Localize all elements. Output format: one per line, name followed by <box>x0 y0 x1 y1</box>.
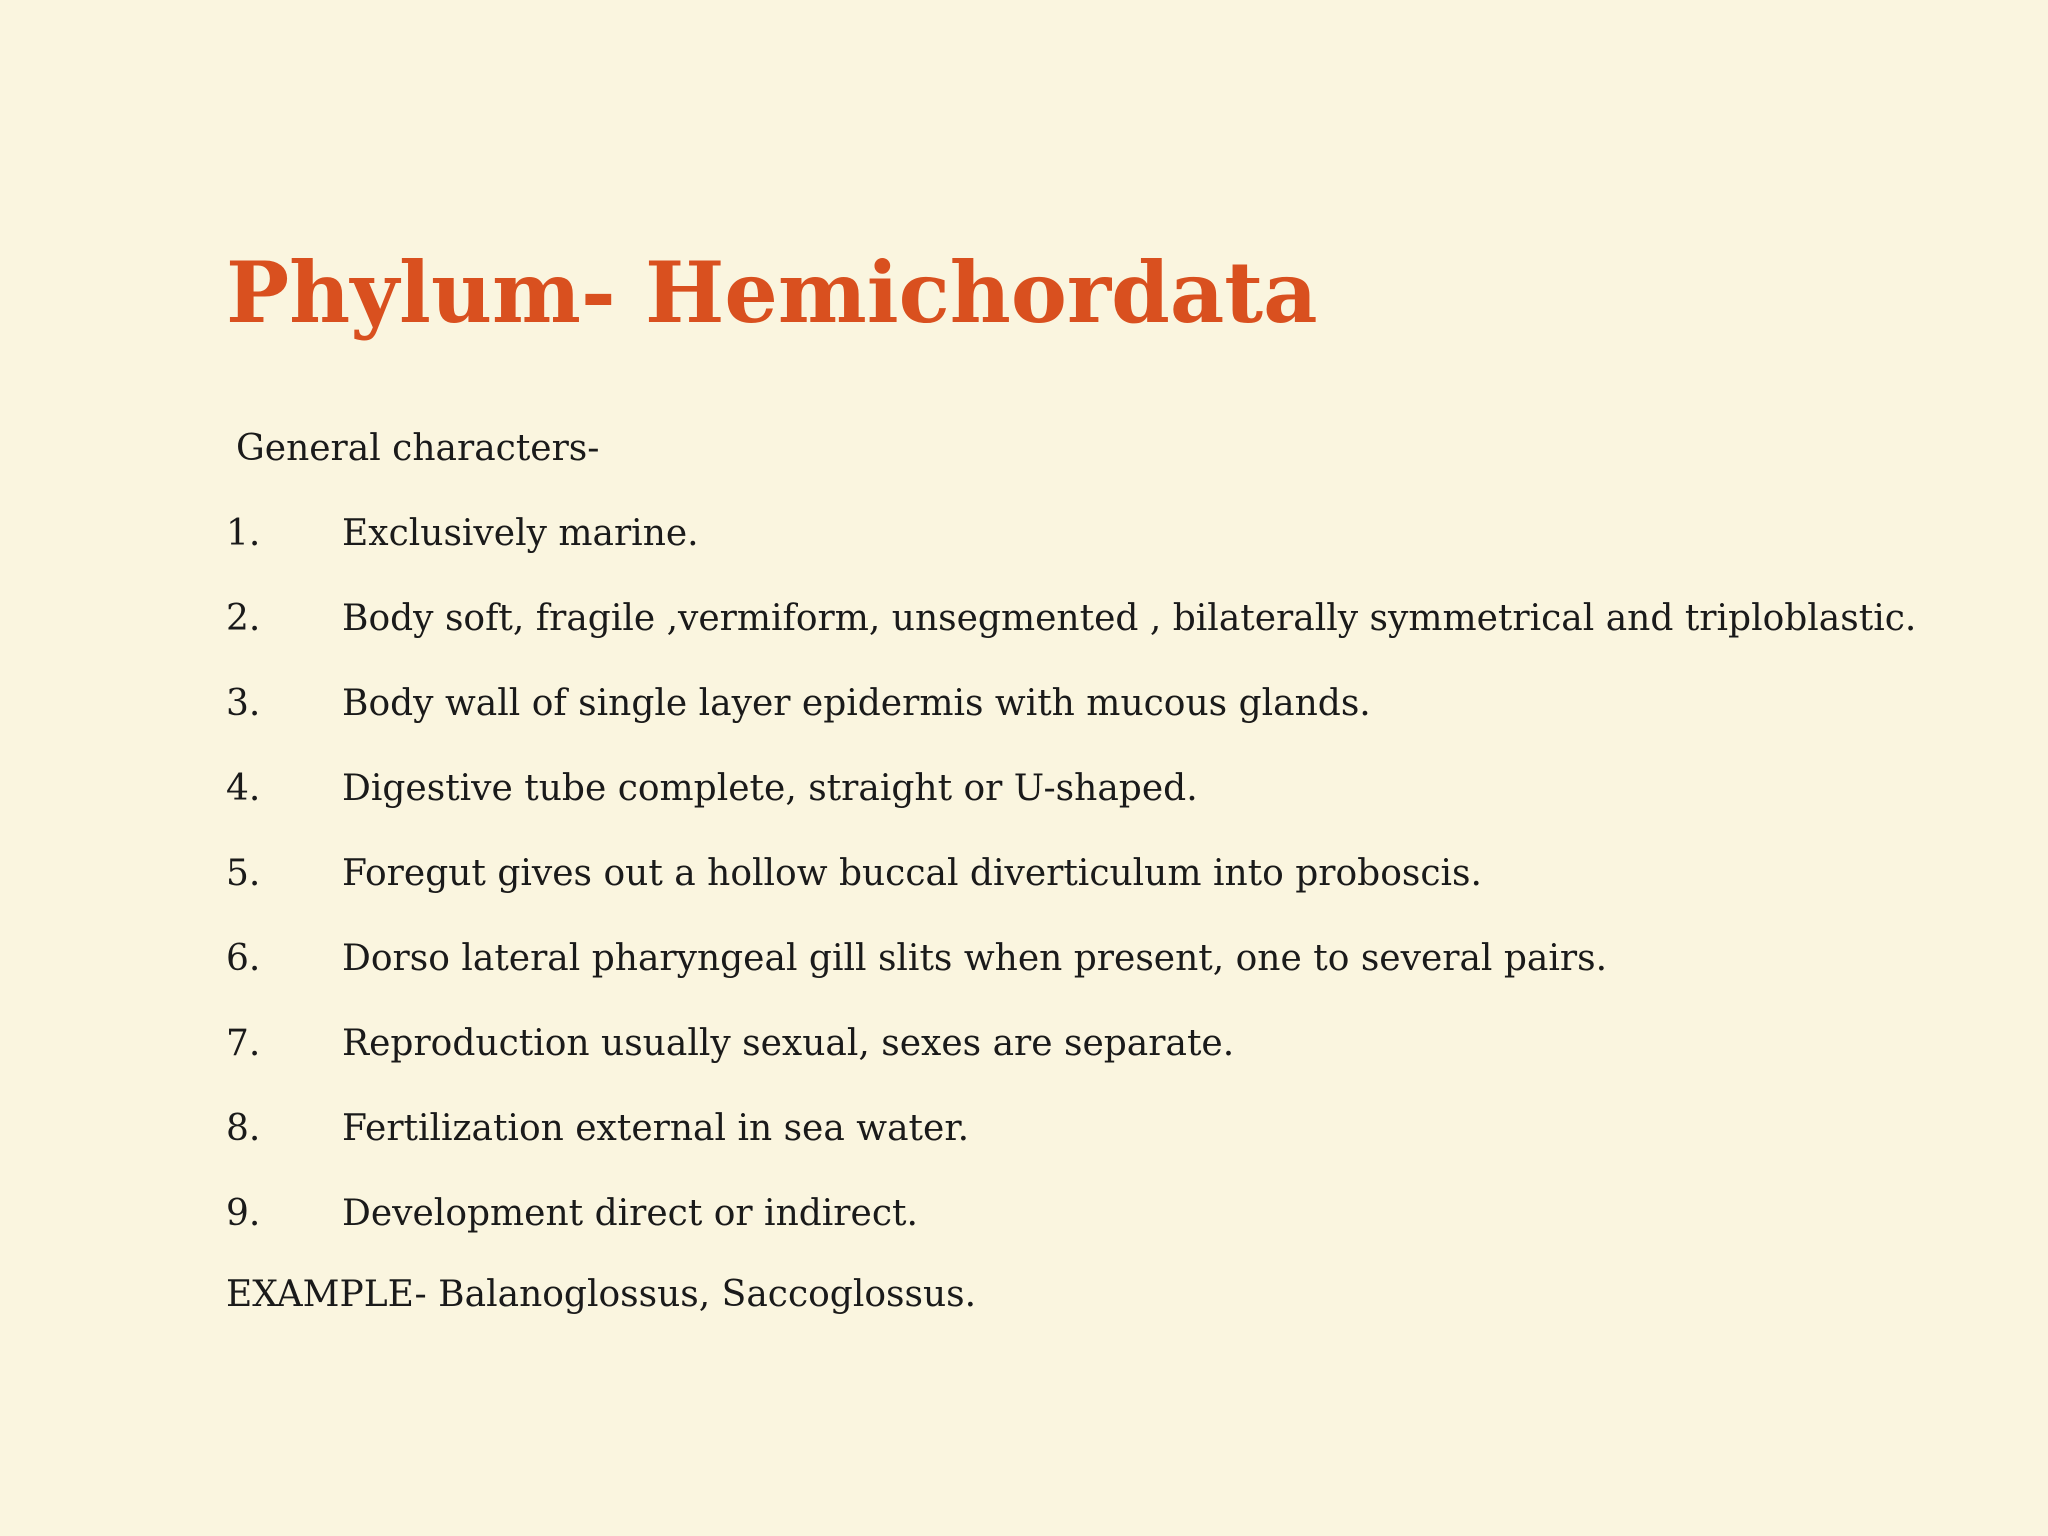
list-item-number: 5. <box>226 853 261 894</box>
list-item-number: 1. <box>226 513 261 554</box>
slide-title: Phylum- Hemichordata <box>226 243 1318 342</box>
list-item-text: Fertilization external in sea water. <box>342 1108 970 1149</box>
list-item-text: Digestive tube complete, straight or U-shaped. <box>342 768 1198 809</box>
list-item-text: Dorso lateral pharyngeal gill slits when present, one to several pairs. <box>342 938 1608 979</box>
example-line: EXAMPLE- Balanoglossus, Saccoglossus. <box>226 1274 977 1315</box>
list-item-number: 6. <box>226 938 261 979</box>
list-item-number: 8. <box>226 1108 261 1149</box>
list-item-number: 9. <box>226 1193 261 1234</box>
list-item-text: Body wall of single layer epidermis with mucous glands. <box>342 683 1371 724</box>
general-characters-heading: General characters- <box>236 428 600 469</box>
list-item-number: 7. <box>226 1023 261 1064</box>
list-item-text: Exclusively marine. <box>342 513 699 554</box>
list-item-text: Body soft, fragile ,vermiform, unsegmented , bilaterally symmetrical and triploblastic. <box>342 598 1917 639</box>
list-item-number: 4. <box>226 768 261 809</box>
list-item-number: 2. <box>226 598 261 639</box>
list-item-text: Development direct or indirect. <box>342 1193 918 1234</box>
list-item-text: Reproduction usually sexual, sexes are separate. <box>342 1023 1235 1064</box>
list-item-text: Foregut gives out a hollow buccal diverticulum into proboscis. <box>342 853 1482 894</box>
list-item-number: 3. <box>226 683 261 724</box>
